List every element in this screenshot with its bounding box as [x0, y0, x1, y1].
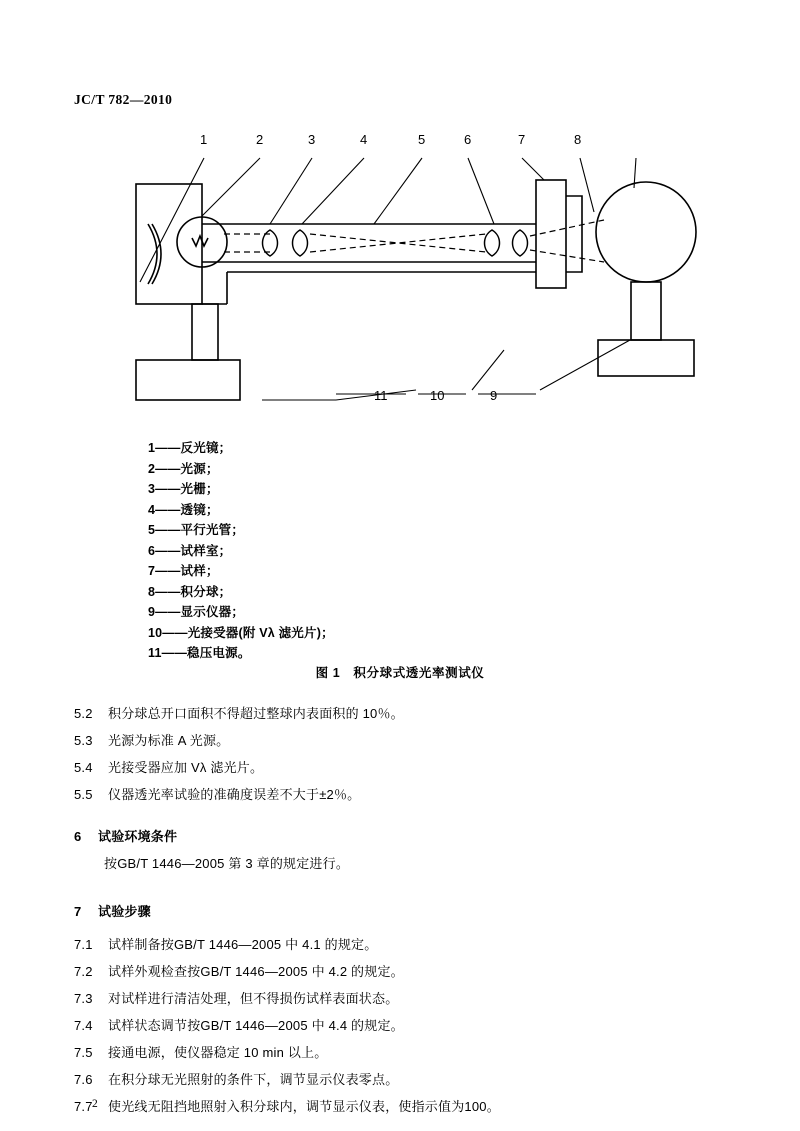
clause-paragraph — [74, 1093, 734, 1120]
clause-text: 接通电源，使仪器稳定 10 min 以上。 — [108, 1045, 328, 1060]
figure-callout-9: 9 — [490, 388, 498, 403]
figure-callout-6: 6 — [464, 132, 472, 147]
clause-number: 7.3 — [74, 991, 93, 1006]
legend-item: 10——光接受器(附 Vλ 滤光片)； — [148, 625, 334, 640]
clause-paragraph — [74, 931, 734, 958]
legend-item: 11——稳压电源。 — [148, 646, 251, 660]
clause-number: 5.5 — [74, 787, 93, 802]
section-title: 试验环境条件 — [98, 829, 178, 844]
clause-text: 使光线无阻挡地照射入积分球内，调节显示仪表，使指示值为100。 — [108, 1099, 500, 1114]
clause-number: 7.5 — [74, 1045, 93, 1060]
section-heading-7 — [74, 898, 734, 925]
legend-item: 1——反光镜； — [148, 441, 232, 455]
figure-legend — [148, 438, 548, 664]
figure-diagram — [74, 112, 734, 412]
clause-number: 5.3 — [74, 733, 93, 748]
clause-number: 7.1 — [74, 937, 93, 952]
legend-item: 2——光源； — [148, 461, 219, 476]
legend-item: 4——透镜； — [148, 502, 219, 517]
figure-callout-10: 10 — [430, 388, 445, 403]
clause-text: 光源为标准 A 光源。 — [108, 733, 230, 748]
clause-paragraph — [74, 1012, 734, 1039]
clause-text: 仪器透光率试验的准确度误差不大于±2％。 — [108, 787, 361, 802]
figure-callout-3: 3 — [308, 132, 316, 147]
standard-code-header: JC/T 782—2010 — [74, 92, 173, 107]
clause-text: 试样制备按GB/T 1446—2005 中 4.1 的规定。 — [108, 937, 378, 952]
document-body — [74, 700, 734, 1120]
clause-text: 对试样进行清洁处理，但不得损伤试样表面状态。 — [108, 991, 399, 1006]
clause-text: 试样状态调节按GB/T 1446—2005 中 4.4 的规定。 — [108, 1018, 404, 1033]
clause-paragraph — [74, 700, 734, 727]
legend-item: 6——试样室； — [148, 543, 232, 558]
legend-item: 9——显示仪器； — [148, 605, 245, 619]
clause-paragraph — [74, 754, 734, 781]
clause-paragraph — [74, 727, 734, 754]
page-number: 2 — [92, 1098, 98, 1110]
figure-callout-5: 5 — [418, 132, 426, 147]
clause-paragraph — [74, 1066, 734, 1093]
clause-paragraph — [74, 958, 734, 985]
clause-number: 7.6 — [74, 1072, 93, 1087]
section-number: 7 — [74, 904, 82, 919]
clause-number: 5.2 — [74, 706, 93, 721]
clause-text: 试样外观检查按GB/T 1446—2005 中 4.2 的规定。 — [108, 964, 404, 979]
legend-item: 7——试样； — [148, 564, 219, 578]
clause-text: 在积分球无光照射的条件下，调节显示仪表零点。 — [108, 1072, 399, 1087]
figure-callout-2: 2 — [256, 132, 264, 147]
legend-item: 3——光栅； — [148, 482, 219, 496]
clause-text: 光接受器应加 Vλ 滤光片。 — [108, 760, 264, 775]
figure-callout-11: 11 — [374, 388, 388, 403]
clause-paragraph — [74, 985, 734, 1012]
clause-number: 7.4 — [74, 1018, 93, 1033]
clause-number: 7.2 — [74, 964, 93, 979]
legend-item: 8——积分球； — [148, 584, 232, 599]
section-number: 6 — [74, 829, 82, 844]
clause-number: 5.4 — [74, 760, 93, 775]
legend-item: 5——平行光管； — [148, 523, 245, 537]
section-6-paragraph: 按GB/T 1446—2005 第 3 章的规定进行。 — [104, 856, 350, 871]
section-heading-6 — [74, 823, 734, 850]
figure-callout-7: 7 — [518, 132, 526, 147]
figure-callout-8: 8 — [574, 132, 582, 147]
figure-callout-4: 4 — [360, 132, 368, 147]
figure-caption: 图 1 积分球式透光率测试仪 — [315, 666, 485, 680]
section-title: 试验步骤 — [98, 904, 151, 919]
clause-paragraph — [74, 1039, 734, 1066]
clause-text: 积分球总开口面积不得超过整球内表面积的 10％。 — [108, 706, 404, 721]
clause-paragraph — [74, 781, 734, 808]
clause-number: 7.7 — [74, 1099, 93, 1114]
figure-callout-1: 1 — [200, 132, 208, 147]
